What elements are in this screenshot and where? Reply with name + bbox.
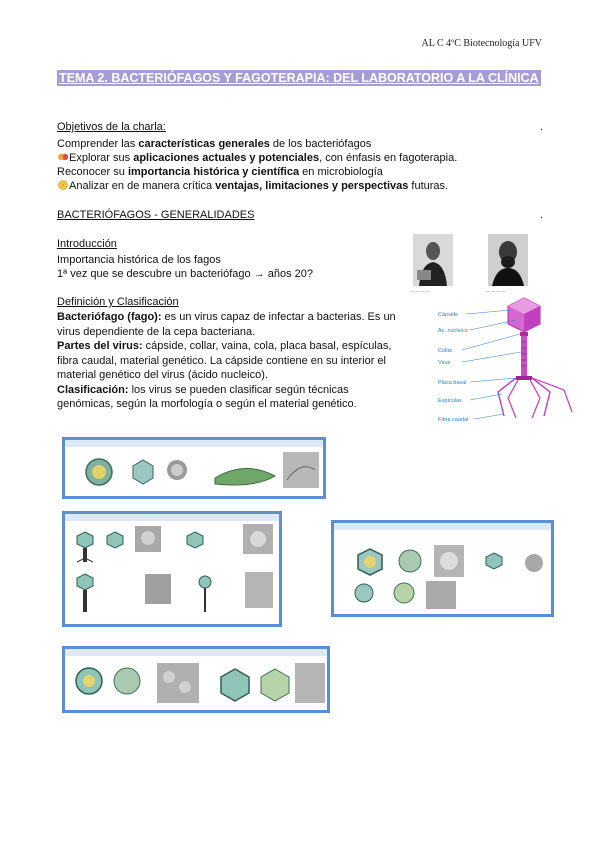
phage-label-nucleic-acid: Ac. nucleico <box>438 328 468 334</box>
objective-item-3: Reconocer su importancia histórica y científica en microbiología <box>57 166 383 178</box>
objective-item-1: Comprender las características generales de los bacteriófagos <box>57 138 372 150</box>
definition-heading: Definición y Clasificación <box>57 296 179 308</box>
intro-heading: Introducción <box>57 238 117 250</box>
bacteriophage-diagram <box>436 292 578 424</box>
portrait-caption-2: — — — — <box>486 288 506 293</box>
phage-label-collar: Collar <box>438 348 453 354</box>
document-title: TEMA 2. BACTERIÓFAGOS Y FAGOTERAPIA: DEL LABORATORIO A LA CLÍNICA <box>59 71 539 85</box>
phage-label-tail-fiber: Fibra caudal <box>438 417 469 423</box>
section-heading-generalidades: BACTERIÓFAGOS - GENERALIDADES . <box>57 209 543 221</box>
portrait-photo-1 <box>413 234 453 286</box>
figure-phage-classification-3 <box>331 520 554 617</box>
phage-label-base-plate: Placa basal <box>438 380 467 386</box>
portrait-caption-1: — — — — <box>410 288 430 293</box>
definition-paragraph: Bacteriófago (fago): es un virus capaz de infectar a bacterias. Es un virus dependiente de la cepa bacteriana. Partes del virus: cápside, collar, vaina, cola, placa basal, espículas, fibra caudal, material genético. La cápside contiene en su interior el material genético del virus (ácido nucleico). Clasificación: los virus se pueden clasificar según técnicas genómicas, según la morfología o según el material genético. <box>57 311 396 410</box>
document-header: AL C 4ºC Biotecnología UFV <box>421 38 542 49</box>
figure-phage-classification-2 <box>62 511 282 627</box>
objectives-heading: Objetivos de la charla: . <box>57 121 543 133</box>
figure-phage-classification-1 <box>62 437 326 499</box>
objective-item-4: Analizar en de manera crítica ventajas, limitaciones y perspectivas futuras. <box>57 179 448 193</box>
intro-line-2: 1ª vez que se descubre un bacteriófago → años 20? <box>57 268 314 280</box>
compass-icon <box>57 180 69 190</box>
figure-phage-classification-4 <box>62 646 330 713</box>
objective-item-2: Explorar sus aplicaciones actuales y potenciales, con énfasis en fagoterapia. <box>57 151 457 165</box>
pill-icon <box>57 152 69 162</box>
phage-label-capside: Cápside <box>438 312 459 318</box>
phage-label-spicules: Espículas <box>438 398 462 404</box>
portrait-photo-2 <box>488 234 528 286</box>
phage-label-virus: Virus <box>438 360 451 366</box>
intro-line-1: Importancia histórica de los fagos <box>57 254 221 266</box>
